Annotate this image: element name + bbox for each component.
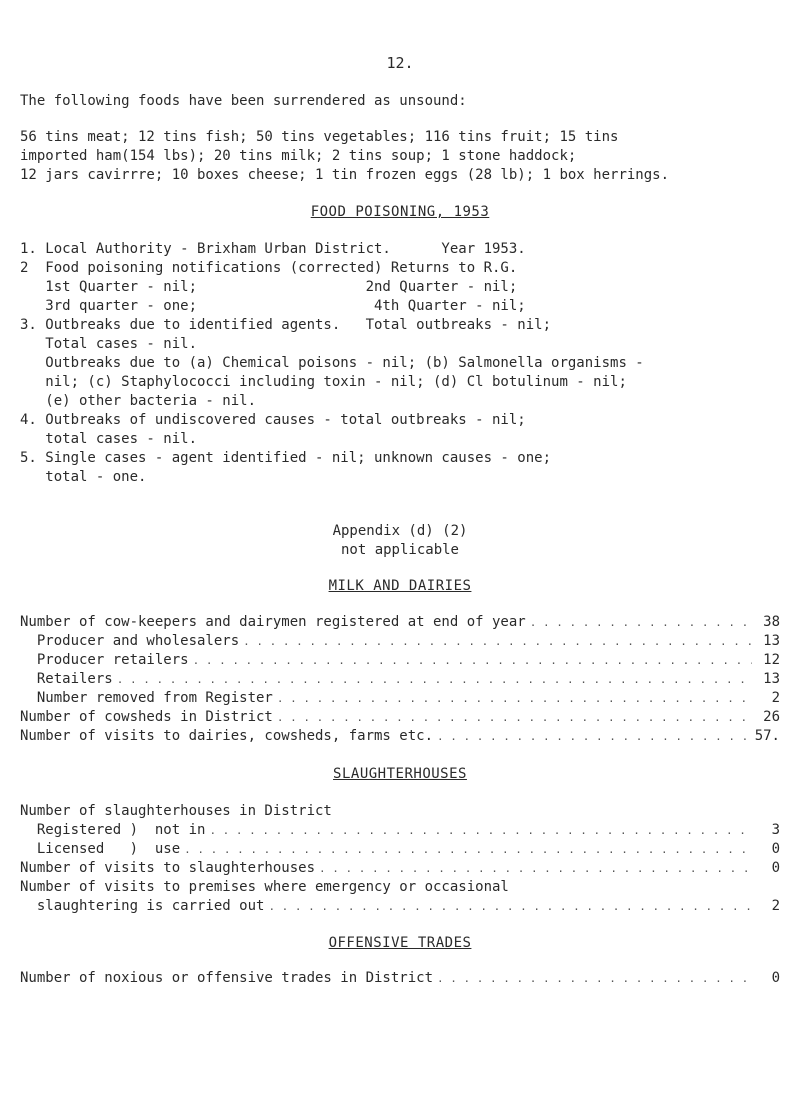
- milk-row: [20, 689, 780, 708]
- row-label: Number of cow-keepers and dairymen registered at end of year: [20, 614, 526, 630]
- leader-dots: [184, 840, 752, 859]
- slaughterhouses-heading: SLAUGHTERHOUSES: [333, 766, 467, 782]
- row-label: Licensed ) use: [20, 841, 181, 857]
- offensive-trades-row: [20, 969, 780, 988]
- leader-dots: [243, 632, 752, 651]
- slaughterhouse-row: [20, 897, 780, 916]
- food-poisoning-line: nil; (c) Staphylococci including toxin - nil; (d) Cl botulinum - nil;: [20, 374, 627, 390]
- milk-row: [20, 670, 780, 689]
- slaughterhouses-intro: Number of slaughterhouses in District: [20, 803, 332, 819]
- slaughterhouse-row: [20, 821, 780, 840]
- food-poisoning-line: (e) other bacteria - nil.: [20, 393, 257, 409]
- leader-dots: [268, 897, 752, 916]
- row-label: Retailers: [20, 671, 113, 687]
- food-poisoning-heading: FOOD POISONING, 1953: [310, 204, 490, 220]
- row-value: 2: [771, 898, 780, 914]
- milk-row: [20, 708, 780, 727]
- row-value: 26: [763, 709, 780, 725]
- row-label: Producer and wholesalers: [20, 633, 240, 649]
- emergency-slaughter-line: Number of visits to premises where emergency or occasional: [20, 879, 509, 895]
- unsound-foods-line-2: imported ham(154 lbs); 20 tins milk; 2 tins soup; 1 stone haddock;: [20, 148, 577, 164]
- row-label: Producer retailers: [20, 652, 189, 668]
- row-value: 2: [771, 690, 780, 706]
- leader-dots: [209, 821, 752, 840]
- row-label: Number of visits to dairies, cowsheds, farms etc.: [20, 728, 434, 744]
- offensive-trades-heading: OFFENSIVE TRADES: [328, 935, 472, 951]
- row-value: 3: [771, 822, 780, 838]
- milk-row: [20, 651, 780, 670]
- food-poisoning-line: total - one.: [20, 469, 147, 485]
- row-value: 0: [771, 970, 780, 986]
- unsound-foods-line-3: 12 jars cavirrre; 10 boxes cheese; 1 tin frozen eggs (28 lb); 1 box herrings.: [20, 167, 670, 183]
- leader-dots: [319, 859, 752, 878]
- food-poisoning-line: Total cases - nil.: [20, 336, 198, 352]
- row-value: 12: [763, 652, 780, 668]
- leader-dots: [277, 708, 752, 727]
- food-poisoning-line: 1. Local Authority - Brixham Urban District. Year 1953.: [20, 241, 526, 257]
- milk-dairies-heading: MILK AND DAIRIES: [328, 578, 472, 594]
- slaughterhouse-row: [20, 840, 780, 859]
- row-value: 13: [763, 671, 780, 687]
- leader-dots: [530, 613, 752, 632]
- leader-dots: [437, 969, 752, 988]
- row-label: Number removed from Register: [20, 690, 273, 706]
- leader-dots: [117, 670, 752, 689]
- food-poisoning-line: 2 Food poisoning notifications (corrected) Returns to R.G.: [20, 260, 518, 276]
- row-label: Number of visits to slaughterhouses: [20, 860, 316, 876]
- leader-dots: [193, 651, 752, 670]
- food-poisoning-line: 3rd quarter - one; 4th Quarter - nil;: [20, 298, 526, 314]
- appendix-label: Appendix (d) (2): [332, 523, 468, 539]
- row-label: Number of noxious or offensive trades in District: [20, 970, 434, 986]
- leader-dots: [437, 727, 751, 746]
- milk-row: [20, 632, 780, 651]
- unsound-foods-line-1: 56 tins meat; 12 tins fish; 50 tins vegetables; 116 tins fruit; 15 tins: [20, 129, 619, 145]
- food-poisoning-line: total cases - nil.: [20, 431, 198, 447]
- food-poisoning-line: 1st Quarter - nil; 2nd Quarter - nil;: [20, 279, 518, 295]
- row-value: 57.: [754, 728, 780, 744]
- slaughterhouse-row: [20, 859, 780, 878]
- row-label: Number of cowsheds in District: [20, 709, 273, 725]
- food-poisoning-line: 3. Outbreaks due to identified agents. Total outbreaks - nil;: [20, 317, 552, 333]
- appendix-note: not applicable: [340, 542, 459, 558]
- leader-dots: [277, 689, 752, 708]
- food-poisoning-line: 5. Single cases - agent identified - nil; unknown causes - one;: [20, 450, 552, 466]
- food-poisoning-line: Outbreaks due to (a) Chemical poisons - nil; (b) Salmonella organisms -: [20, 355, 644, 371]
- row-value: 0: [771, 860, 780, 876]
- row-label: slaughtering is carried out: [20, 898, 265, 914]
- food-poisoning-line: 4. Outbreaks of undiscovered causes - total outbreaks - nil;: [20, 412, 526, 428]
- row-label: Registered ) not in: [20, 822, 206, 838]
- intro-text: The following foods have been surrendered as unsound:: [20, 93, 467, 109]
- milk-row: [20, 727, 780, 746]
- page-number: 12.: [386, 54, 414, 72]
- row-value: 0: [771, 841, 780, 857]
- row-value: 13: [763, 633, 780, 649]
- milk-row: [20, 613, 780, 632]
- row-value: 38: [763, 614, 780, 630]
